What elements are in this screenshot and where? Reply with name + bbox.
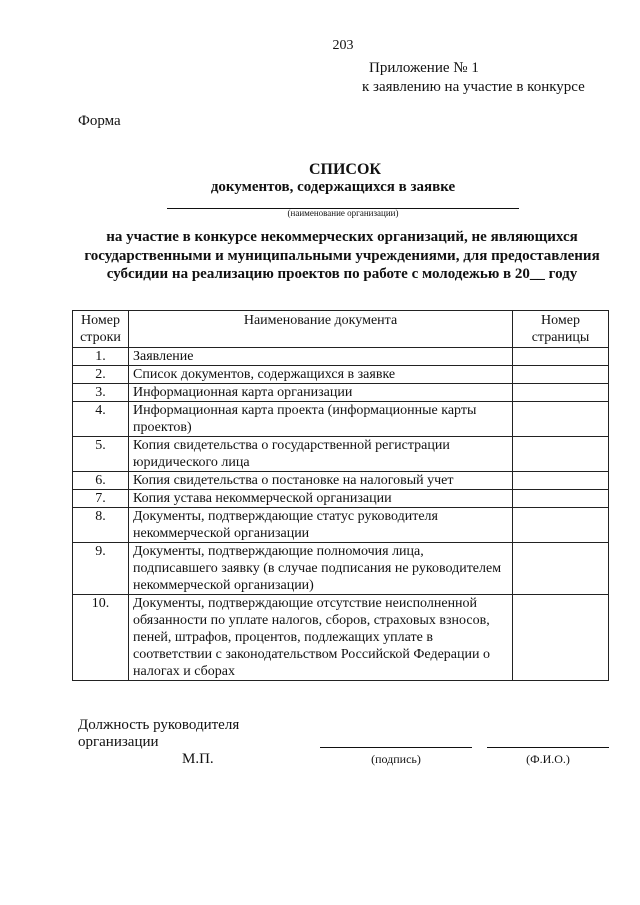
table-row <box>73 402 609 437</box>
page-number-cell <box>513 543 609 595</box>
page-number-cell <box>513 384 609 402</box>
form-label: Форма <box>78 113 121 129</box>
table-row <box>73 543 609 595</box>
document-name: Документы, подтверждающие полномочия лица, подписавшего заявку (в случае подписания не руководителем некоммерческой организации) <box>129 543 513 595</box>
seal-place-label: М.П. <box>182 751 214 767</box>
documents-table <box>72 310 609 681</box>
row-number: 2. <box>73 366 129 384</box>
row-number: 5. <box>73 437 129 472</box>
document-name: Список документов, содержащихся в заявке <box>129 366 513 384</box>
table-row <box>73 472 609 490</box>
header-row-number: Номер строки <box>73 311 129 348</box>
document-name: Информационная карта организации <box>129 384 513 402</box>
document-name: Копия свидетельства о постановке на налоговый учет <box>129 472 513 490</box>
row-number: 7. <box>73 490 129 508</box>
page-number-cell <box>513 402 609 437</box>
table-row <box>73 595 609 681</box>
page-number-cell <box>513 472 609 490</box>
page-number-cell <box>513 437 609 472</box>
page-number: 203 <box>332 38 354 53</box>
signature-line <box>320 747 472 748</box>
row-number: 4. <box>73 402 129 437</box>
header-page-number: Номер страницы <box>513 311 609 348</box>
table-row <box>73 348 609 366</box>
purpose-line: на участие в конкурсе некоммерческих организаций, не являющихся <box>106 229 578 245</box>
document-name: Заявление <box>129 348 513 366</box>
row-number: 10. <box>73 595 129 681</box>
document-name: Документы, подтверждающие статус руководителя некоммерческой организации <box>129 508 513 543</box>
document-subtitle: документов, содержащихся в заявке <box>210 179 456 195</box>
table-row <box>73 384 609 402</box>
document-title: СПИСОК <box>308 161 382 178</box>
table-header-row <box>73 311 609 348</box>
document-name: Информационная карта проекта (информационные карты проектов) <box>129 402 513 437</box>
table-row <box>73 437 609 472</box>
full-name-line <box>487 747 609 748</box>
organization-name-caption: (наименование организации) <box>287 208 399 218</box>
purpose-line: субсидии на реализацию проектов по работе с молодежью в 20__ году <box>106 266 578 282</box>
page-number-cell <box>513 595 609 681</box>
row-number: 3. <box>73 384 129 402</box>
signatory-position-label: организации <box>78 734 159 750</box>
appendix-title: Приложение № 1 <box>369 60 479 76</box>
document-name: Копия свидетельства о государственной регистрации юридического лица <box>129 437 513 472</box>
document-name: Документы, подтверждающие отсутствие неисполненной обязанности по уплате налогов, сборов, страховых взносов, пеней, штрафов, процентов, подлежащих уплате в соответствии с законодательством Российской Федерации о налогах и сборах <box>129 595 513 681</box>
signature-caption: (подпись) <box>371 752 421 766</box>
table-row <box>73 508 609 543</box>
header-document-name: Наименование документа <box>129 311 513 348</box>
purpose-line: государственными и муниципальными учреждениями, для предоставления <box>84 248 600 264</box>
document-name: Копия устава некоммерческой организации <box>129 490 513 508</box>
page-number-cell <box>513 490 609 508</box>
row-number: 1. <box>73 348 129 366</box>
page-number-cell <box>513 366 609 384</box>
table-row <box>73 366 609 384</box>
row-number: 9. <box>73 543 129 595</box>
page-number-cell <box>513 508 609 543</box>
row-number: 6. <box>73 472 129 490</box>
appendix-subtitle: к заявлению на участие в конкурсе <box>362 79 585 95</box>
row-number: 8. <box>73 508 129 543</box>
signatory-position-label: Должность руководителя <box>78 717 240 733</box>
table-row <box>73 490 609 508</box>
full-name-caption: (Ф.И.О.) <box>526 752 570 766</box>
page-number-cell <box>513 348 609 366</box>
